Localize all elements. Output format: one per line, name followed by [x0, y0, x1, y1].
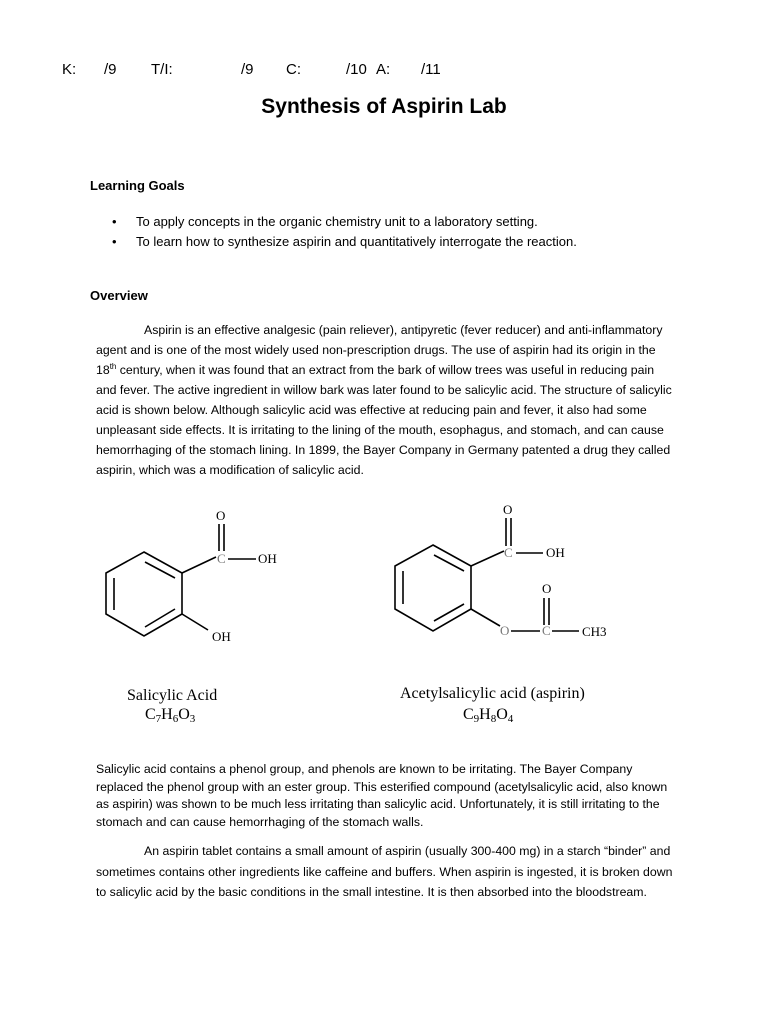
list-item-text: To learn how to synthesize aspirin and quantitatively interrogate the reaction. — [136, 234, 577, 249]
para3-text: An aspirin tablet contains a small amount of aspirin (usually 300-400 mg) in a starch “binder” and sometimes contains other ingredients like caffeine and buffers. When aspirin is ingested, it is broken down to salicylic acid by the basic conditions in the small intestine. It is then absorbed into the bloodstream. — [96, 844, 673, 899]
aspirin-hydroxyl: OH — [546, 545, 565, 560]
aspirin-formula: C9H8O4 — [463, 706, 514, 725]
overview-heading: Overview — [90, 288, 148, 303]
salicylic-hydroxyl: OH — [258, 551, 277, 566]
learning-goals-list — [112, 212, 577, 252]
score-c-label: C: — [286, 61, 301, 78]
page-title: Synthesis of Aspirin Lab — [261, 95, 507, 118]
bullet-icon: • — [112, 234, 117, 249]
salicylic-phenol-oh: OH — [212, 629, 231, 644]
overview-paragraph-3 — [96, 841, 676, 903]
aspirin-structure — [395, 518, 579, 631]
overview-paragraph-1 — [96, 320, 676, 480]
salicylic-carbon: C — [217, 551, 226, 566]
learning-goals-heading: Learning Goals — [90, 178, 185, 193]
score-a-label: A: — [376, 61, 391, 78]
para2-text: Salicylic acid contains a phenol group, and phenols are known to be irritating. The Bayer Company replaced the phenol group with an ester group. This esterified compound (acetylsalicylic acid, also known as aspirin) was shown to be much less irritating than salicylic acid. Unfortunately, it is still irritating to the stomach and can cause hemorrhaging of the stomach walls. — [96, 762, 668, 829]
aspirin-carbon-2: C — [542, 623, 551, 638]
salicylic-acid-formula: C7H6O3 — [145, 706, 196, 725]
structures-figure — [90, 500, 650, 730]
list-item-text: To apply concepts in the organic chemistry unit to a laboratory setting. — [136, 214, 538, 229]
aspirin-carbonyl-o-1: O — [503, 502, 513, 517]
score-k-value: /9 — [104, 61, 117, 78]
aspirin-methyl: CH3 — [582, 624, 607, 639]
salicylic-carbonyl-o: O — [216, 508, 226, 523]
salicylic-acid-caption: Salicylic Acid — [127, 687, 218, 704]
score-ti-value: /9 — [241, 61, 254, 78]
overview-paragraph-2 — [96, 761, 676, 831]
score-c-value: /10 — [346, 61, 367, 78]
list-item — [112, 212, 577, 232]
salicylic-acid-structure — [106, 524, 256, 636]
list-item — [112, 232, 577, 252]
benzene-ring — [106, 552, 182, 636]
score-a-value: /11 — [421, 61, 441, 78]
aspirin-ester-o: O — [500, 623, 510, 638]
benzene-ring — [395, 545, 471, 631]
para1-text-b: century, when it was found that an extract from the bark of willow trees was useful in reducing pain and fever. The active ingredient in willow bark was later found to be salicylic acid. The structure of salicylic acid is shown below. Although salicylic acid was effective at reducing pain and fever, it also had some unpleasant side effects. It is irritating to the lining of the mouth, esophagus, and stomach, and can cause hemorrhaging of the stomach lining. In 1899, the Bayer Company in Germany patented a drug they called aspirin, which was a modification of salicylic acid. — [96, 363, 672, 477]
para1-superscript: th — [109, 361, 117, 371]
aspirin-carbon-1: C — [504, 545, 513, 560]
score-ti-label: T/I: — [151, 61, 173, 78]
para1-text-a: Aspirin is an effective analgesic (pain reliever), antipyretic (fever reducer) and anti-inflammatory agent and is one of the most widely used non-prescription drugs. The use of aspirin had its origin in the 18 — [96, 323, 663, 377]
aspirin-caption: Acetylsalicylic acid (aspirin) — [400, 685, 585, 702]
score-k-label: K: — [62, 61, 77, 78]
bullet-icon: • — [112, 214, 117, 229]
aspirin-carbonyl-o-2: O — [542, 581, 552, 596]
